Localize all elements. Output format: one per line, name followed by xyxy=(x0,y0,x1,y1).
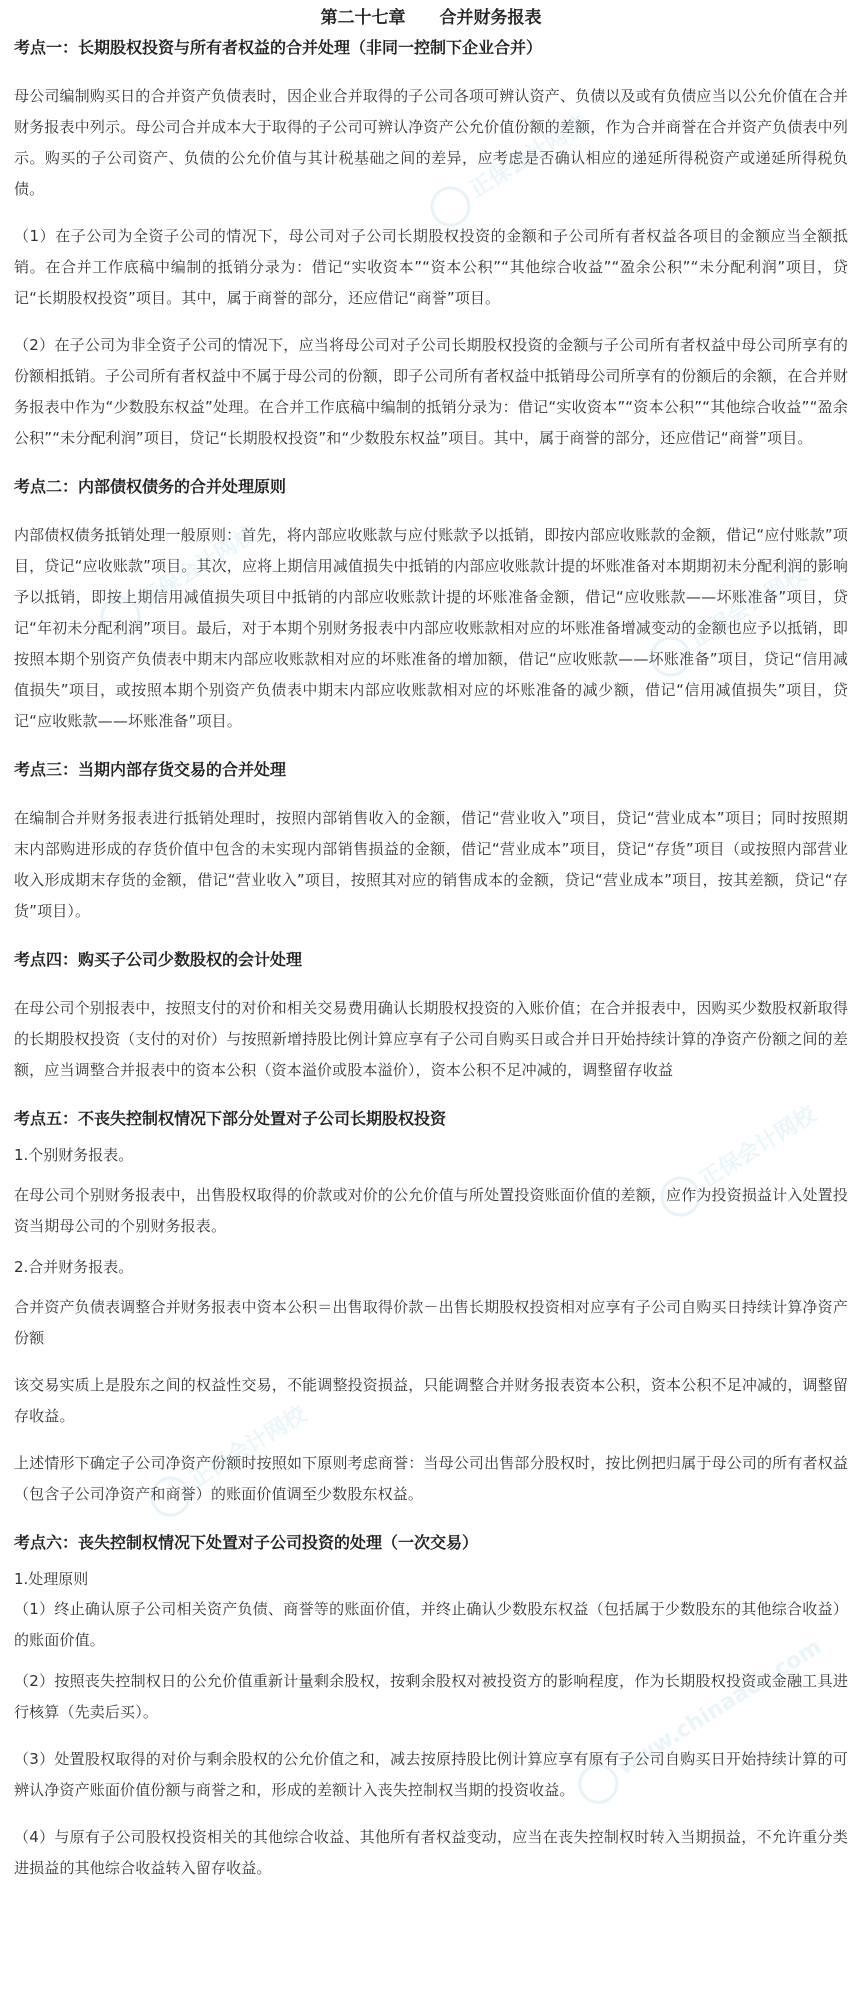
paragraph: 在母公司个别财务报表中，出售股权取得的价款或对价的公允价值与所处置投资账面价值的差额，应作为投资损益计入处置投资当期母公司的个别财务报表。 xyxy=(14,1186,848,1235)
watermark: 正保会计网校 xyxy=(643,556,815,684)
section-heading-1: 考点一：长期股权投资与所有者权益的合并处理（非同一控制下企业合并） xyxy=(14,38,543,57)
paragraph: （1）终止确认原子公司相关资产负债、商誉等的账面价值，并终止确认少数股东权益（包括属于少数股东的其他综合收益）的账面价值。 xyxy=(14,1600,848,1649)
watermark: 正保会计网校 xyxy=(423,106,595,234)
section-heading-2: 考点二：内部债权债务的合并处理原则 xyxy=(14,477,287,496)
paragraph: 上述情形下确定子公司净资产份额时按照如下原则考虑商誉：当母公司出售部分股权时，按比例把归属于母公司的所有者权益（包含子公司净资产和商誉）的账面价值调至少数股东权益。 xyxy=(14,1454,848,1503)
section-heading-4: 考点四：购买子公司少数股权的会计处理 xyxy=(14,950,303,969)
paragraph: （3）处置股权取得的对价与剩余股权的公允价值之和，减去按原持股比例计算应享有原有子公司自购买日开始持续计算的可辨认净资产账面价值份额与商誉之和，形成的差额计入丧失控制权当期的投资收益。 xyxy=(14,1750,848,1799)
watermark: 正保会计网校 xyxy=(143,1396,315,1524)
section-heading-3: 考点三：当期内部存货交易的合并处理 xyxy=(14,760,287,779)
watermark: 正保会计网校 xyxy=(653,1096,825,1224)
paragraph: （1）在子公司为全资子公司的情况下，母公司对子公司长期股权投资的金额和子公司所有者权益各项目的金额应当全额抵销。在合并工作底稿中编制的抵销分录为：借记“实收资本”“资本公积”“其他综合收益”“盈余公积”“未分配利润”项目，贷记“长期股权投资”项目。其中，属于商誉的部分，还应借记“商誉”项目。 xyxy=(14,227,848,307)
paragraph: 合并资产负债表调整合并财务报表中资本公积＝出售取得价款－出售长期股权投资相对应享有子公司自购买日持续计算净资产份额 xyxy=(14,1298,848,1347)
paragraph: 在编制合并财务报表进行抵销处理时，按照内部销售收入的金额，借记“营业收入”项目，贷记“营业成本”项目；同时按照期末内部购进形成的存货价值中包含的未实现内部销售损益的金额，借记“营业成本”项目，贷记“存货”项目（或按照内部营业收入形成期末存货的金额，借记“营业收入”项目，按照其对应的销售成本的金额，贷记“营业成本”项目，按其差额，贷记“存货”项目）。 xyxy=(14,809,848,920)
paragraph: （4）与原有子公司股权投资相关的其他综合收益、其他所有者权益变动，应当在丧失控制权时转入当期损益，不允许重分类进损益的其他综合收益转入留存收益。 xyxy=(14,1828,848,1877)
watermark: 正保会计网校 xyxy=(93,516,265,644)
paragraph: （2）按照丧失控制权日的公允价值重新计量剩余股权，按剩余股权对被投资方的影响程度，作为长期股权投资或金融工具进行核算（先卖后买）。 xyxy=(14,1672,848,1721)
paragraph: 内部债权债务抵销处理一般原则：首先，将内部应收账款与应付账款予以抵销，即按内部应收账款的金额，借记“应付账款”项目，贷记“应收账款”项目。其次，应将上期信用减值损失中抵销的内部应收账款计提的坏账准备对本期期初未分配利润的影响予以抵销，即按上期信用减值损失项目中抵销的内部应收账款计提的坏账准备金额，借记“应收账款——坏账准备”项目，贷记“年初未分配利润”项目。最后，对于本期个别财务报表中内部应收账款相对应的坏账准备增减变动的金额也应予以抵销，即按照本期个别资产负债表中期末内部应收账款相对应的坏账准备的增加额，借记“应收账款——坏账准备”项目，贷记“信用减值损失”项目，或按照本期个别资产负债表中期末内部应收账款相对应的坏账准备的减少额，借记“信用减值损失”项目，贷记“应收账款——坏账准备”项目。 xyxy=(14,526,848,730)
section-heading-5: 考点五：不丧失控制权情况下部分处置对子公司长期股权投资 xyxy=(14,1109,447,1128)
section-heading-6: 考点六：丧失控制权情况下处置对子公司投资的处理（一次交易） xyxy=(14,1533,479,1552)
paragraph: （2）在子公司为非全资子公司的情况下，应当将母公司对子公司长期股权投资的金额与子公司所有者权益中母公司所享有的份额相抵销。子公司所有者权益中不属于母公司的份额，即子公司所有者权益中抵销母公司所享有的份额后的余额，在合并财务报表中作为“少数股东权益”处理。在合并工作底稿中编制的抵销分录为：借记“实收资本”“资本公积”“其他综合收益”“盈余公积”“未分配利润”项目，贷记“长期股权投资”和“少数股东权益”项目。其中，属于商誉的部分，还应借记“商誉”项目。 xyxy=(14,336,848,447)
page-title: 第二十七章 合并财务报表 xyxy=(320,8,542,28)
sub-heading: 1.个别财务报表。 xyxy=(14,1146,134,1164)
sub-heading: 1.处理原则 xyxy=(14,1570,89,1588)
watermark: www.chinaacc.com xyxy=(571,1629,831,1812)
paragraph: 该交易实质上是股东之间的权益性交易，不能调整投资损益，只能调整合并财务报表资本公积，资本公积不足冲减的，调整留存收益。 xyxy=(14,1376,848,1425)
paragraph: 在母公司个别报表中，按照支付的对价和相关交易费用确认长期股权投资的入账价值；在合并报表中，因购买少数股权新取得的长期股权投资（支付的对价）与按照新增持股比例计算应享有子公司自购买日或合并日开始持续计算的净资产份额之间的差额，应当调整合并报表中的资本公积（资本溢价或股本溢价），资本公积不足冲减的，调整留存收益 xyxy=(14,999,848,1079)
sub-heading: 2.合并财务报表。 xyxy=(14,1258,134,1276)
paragraph: 母公司编制购买日的合并资产负债表时，因企业合并取得的子公司各项可辨认资产、负债以及或有负债应当以公允价值在合并财务报表中列示。母公司合并成本大于取得的子公司可辨认净资产公允价值份额的差额，作为合并商誉在合并资产负债表中列示。购买的子公司资产、负债的公允价值与其计税基础之间的差异，应考虑是否确认相应的递延所得税资产或递延所得税负债。 xyxy=(14,87,848,198)
